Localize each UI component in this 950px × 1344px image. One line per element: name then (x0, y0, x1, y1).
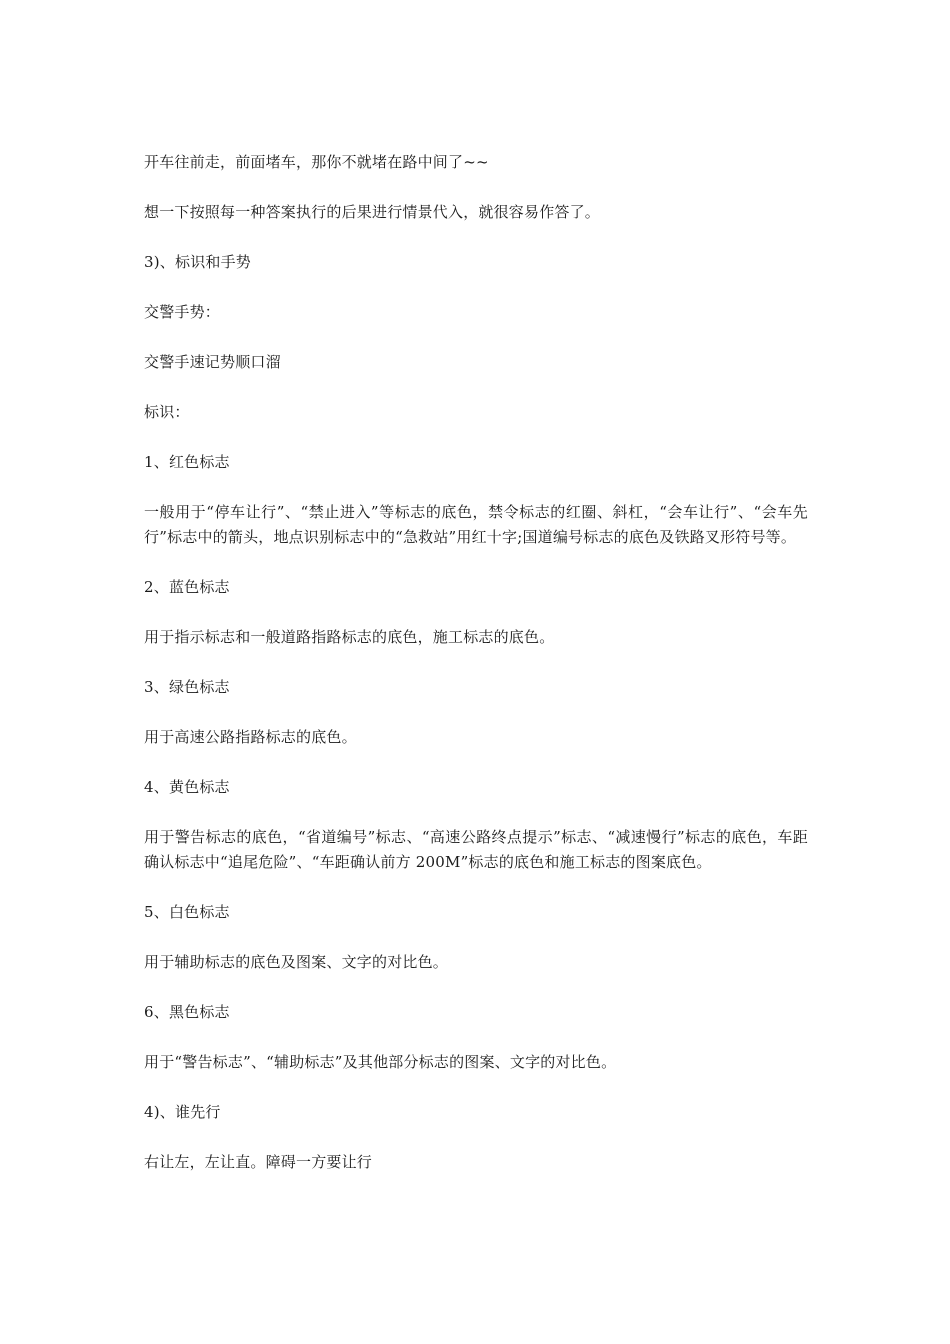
paragraph: 想一下按照每一种答案执行的后果进行情景代入，就很容易作答了。 (144, 203, 601, 221)
list-heading: 3、绿色标志 (144, 678, 230, 696)
paragraph: 右让左，左让直。障碍一方要让行 (144, 1153, 373, 1171)
list-heading: 4、黄色标志 (144, 778, 230, 796)
paragraph: 用于高速公路指路标志的底色。 (144, 728, 357, 746)
paragraph: 标识： (144, 403, 190, 421)
list-heading: 1、红色标志 (144, 453, 230, 471)
paragraph: 开车往前走，前面堵车，那你不就堵在路中间了~~ (144, 153, 489, 171)
paragraph: 交警手势： (144, 303, 221, 321)
paragraph: 用于辅助标志的底色及图案、文字的对比色。 (144, 953, 449, 971)
paragraph: 一般用于“停车让行”、“禁止进入”等标志的底色，禁令标志的红圈、斜杠，“会车让行”、“会车先行”标志中的箭头，地点识别标志中的“急救站”用红十字;国道编号标志的底色及铁路叉形符号等。 (144, 503, 808, 546)
document-body (144, 150, 808, 1200)
paragraph: 用于警告标志的底色，“省道编号”标志、“高速公路终点提示”标志、“减速慢行”标志的底色，车距确认标志中“追尾危险”、“车距确认前方 200M”标志的底色和施工标志的图案底色。 (144, 828, 808, 871)
paragraph: 用于“警告标志”、“辅助标志”及其他部分标志的图案、文字的对比色。 (144, 1053, 617, 1071)
list-heading: 2、蓝色标志 (144, 578, 230, 596)
section-heading: 4)、谁先行 (144, 1103, 221, 1121)
section-heading: 3)、标识和手势 (144, 253, 251, 271)
paragraph: 用于指示标志和一般道路指路标志的底色，施工标志的底色。 (144, 628, 555, 646)
paragraph: 交警手速记势顺口溜 (144, 353, 281, 371)
list-heading: 5、白色标志 (144, 903, 230, 921)
list-heading: 6、黑色标志 (144, 1003, 230, 1021)
